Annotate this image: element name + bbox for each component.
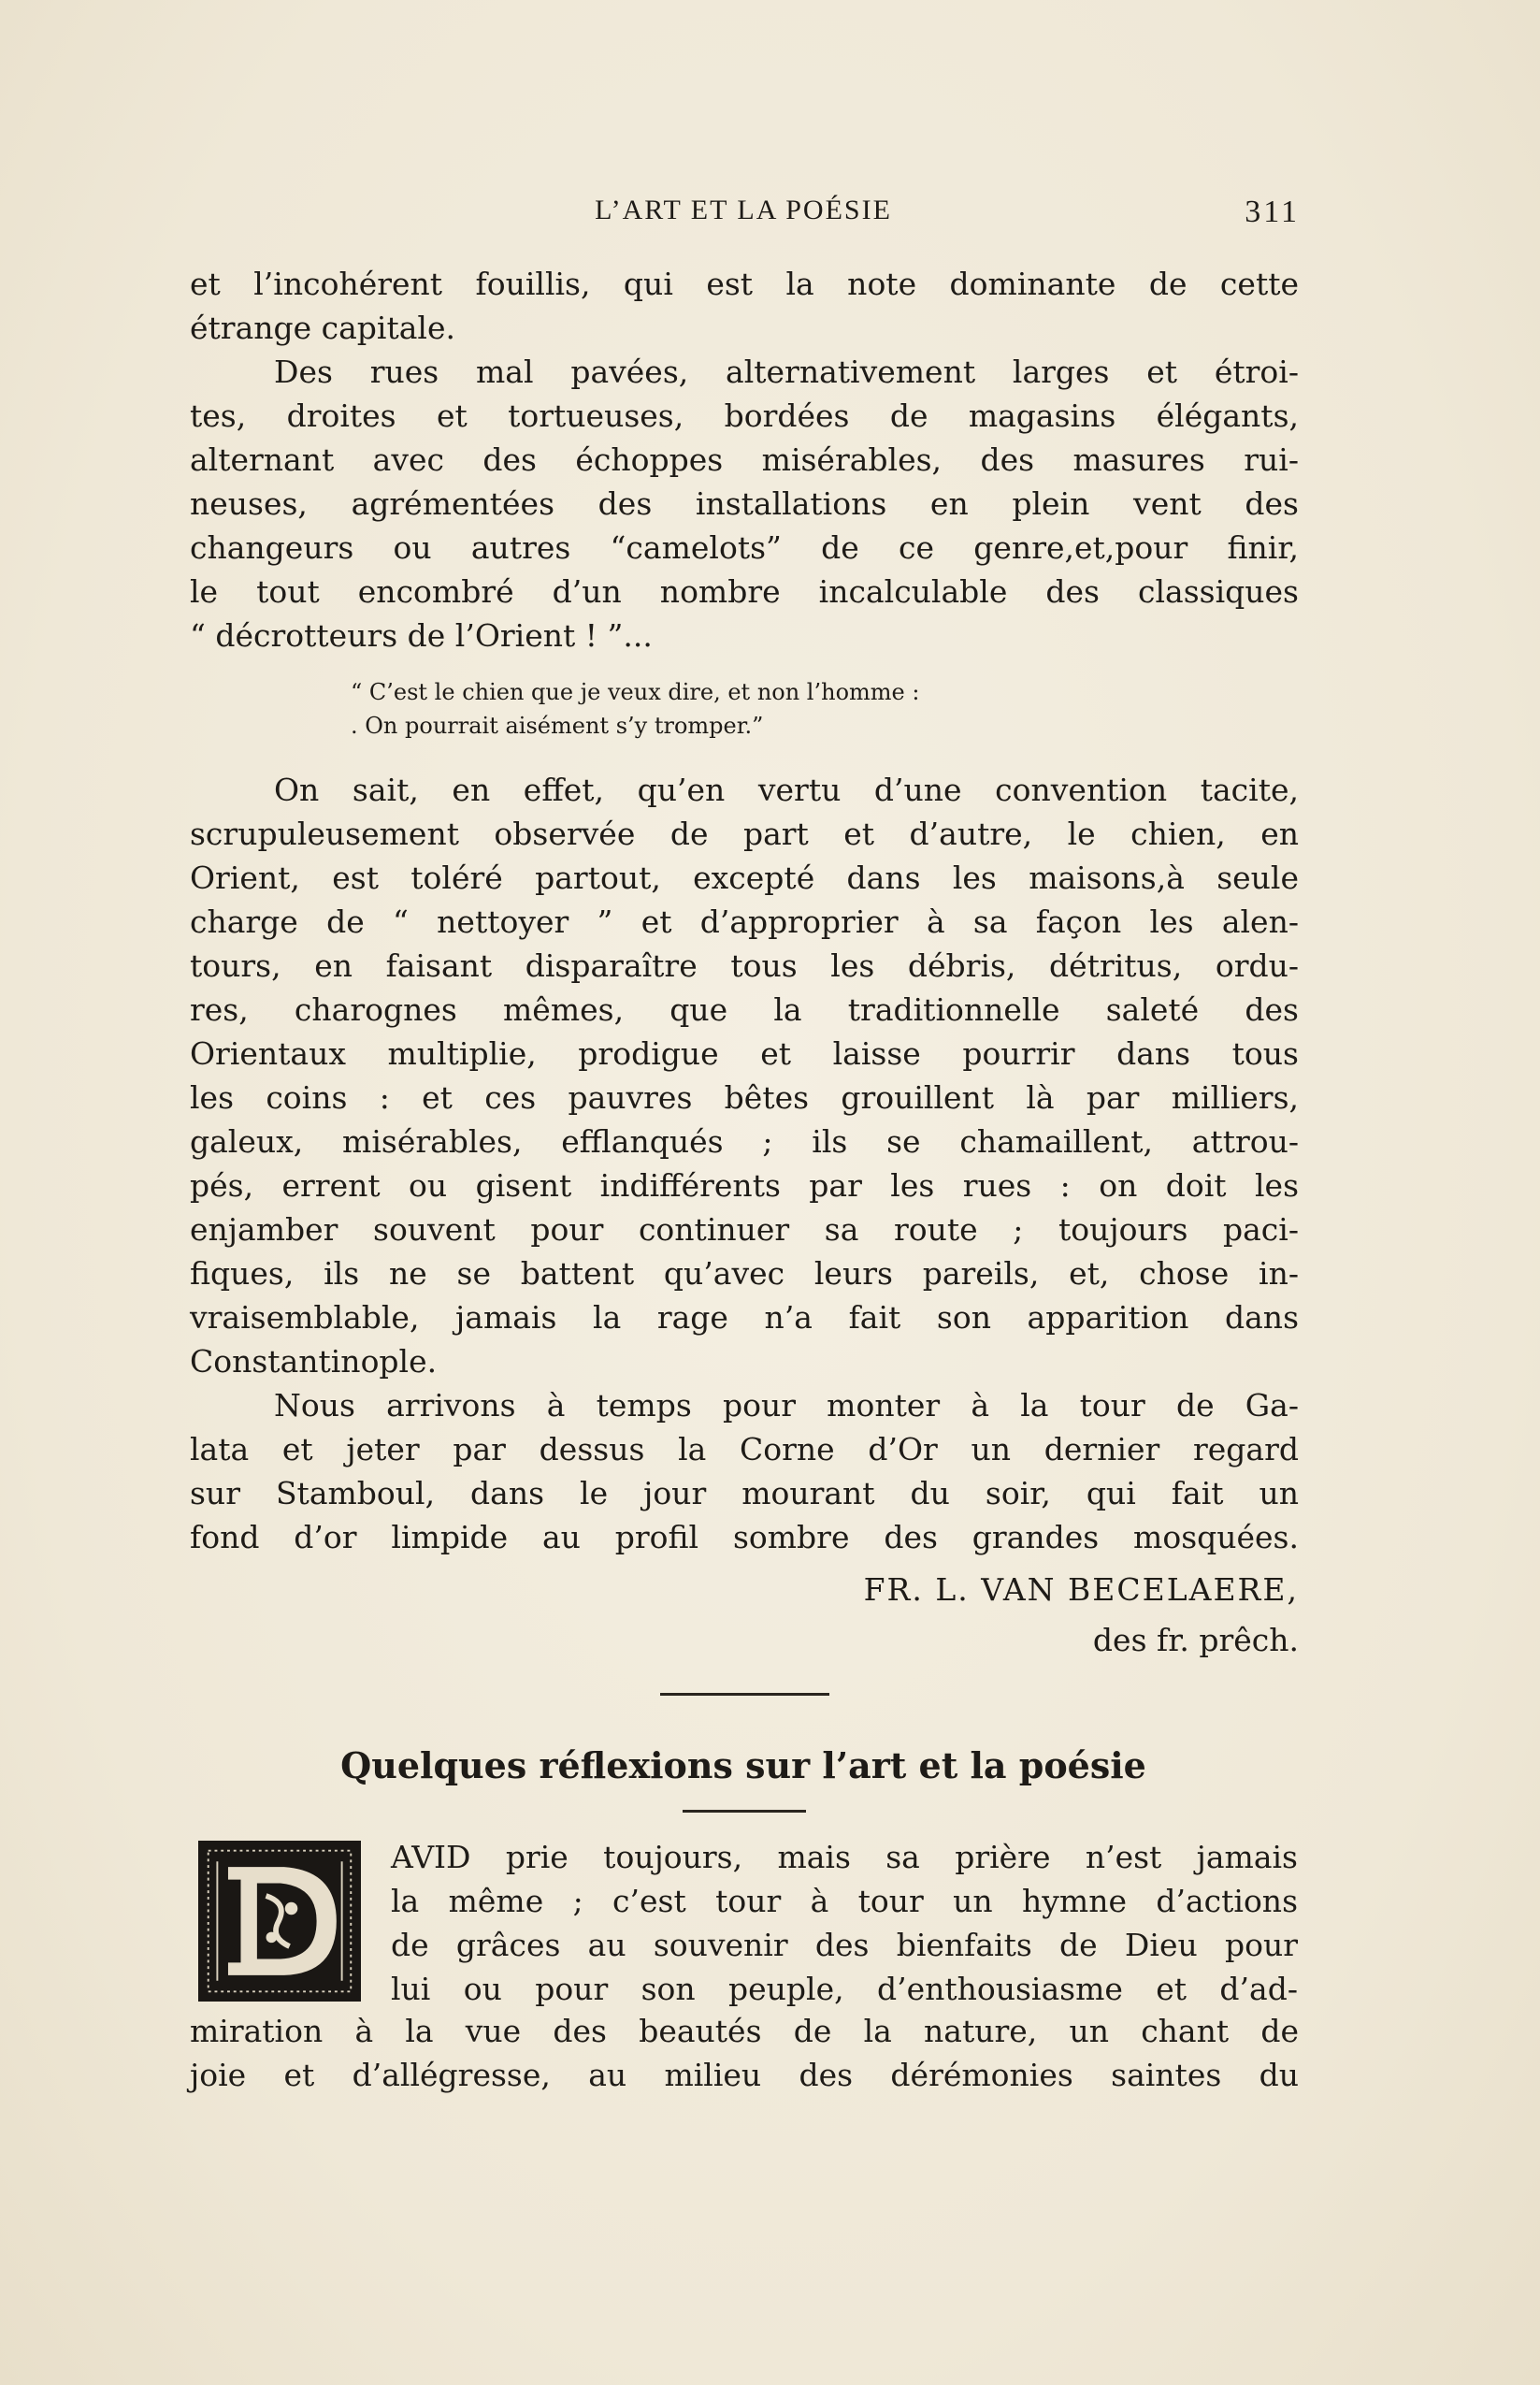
text-line: Orient, est toléré partout, excepté dans les maisons,à seule (190, 860, 1299, 896)
text-line: Des rues mal pavées, alternativement larges et étroi- (274, 354, 1299, 390)
paragraph-david-continued (190, 2009, 1299, 2097)
verse-quotation (351, 675, 1192, 743)
text-line: et l’incohérent fouillis, qui est la note dominante de cette (190, 266, 1299, 302)
verse-line: . On pourrait aisément s’y tromper.” (351, 713, 764, 739)
ornamental-initial-d-icon (201, 1843, 358, 1999)
text-line: la même ; c’est tour à tour un hymne d’actions (391, 1883, 1298, 1919)
title-underline (683, 1810, 806, 1813)
text-line: “ décrotteurs de l’Orient ! ”... (190, 617, 653, 654)
text-line: vraisemblable, jamais la rage n’a fait son apparition dans (190, 1299, 1299, 1336)
verse-line: “ C’est le chien que je veux dire, et non l’homme : (351, 679, 920, 705)
paragraph-david-start (391, 1835, 1298, 2011)
text-line: galeux, misérables, efflanqués ; ils se chamaillent, attrou- (190, 1123, 1299, 1160)
paragraph-david-rest (190, 2009, 1299, 2097)
text-line: lata et jeter par dessus la Corne d’Or un dernier regard (190, 1431, 1299, 1467)
text-line: neuses, agrémentées des installations en plein vent des (190, 485, 1299, 522)
text-line: tes, droites et tortueuses, bordées de magasins élégants, (190, 398, 1299, 434)
drop-cap-lines (391, 1835, 1298, 2011)
text-line: changeurs ou autres “camelots” de ce genre,et,pour finir, (190, 529, 1299, 566)
paragraph-continuation (190, 262, 1299, 350)
text-block-top (190, 262, 1299, 658)
text-line: fond d’or limpide au profil sombre des grandes mosquées. (190, 1519, 1299, 1555)
text-line: enjamber souvent pour continuer sa route ; toujours paci- (190, 1211, 1299, 1248)
text-line: tours, en faisant disparaître tous les débris, détritus, ordu- (190, 947, 1299, 984)
paragraph-galata (190, 1383, 1299, 1559)
text-line: les coins : et ces pauvres bêtes grouillent là par milliers, (190, 1079, 1299, 1116)
text-line: joie et d’allégresse, au milieu des dérémonies saintes du (190, 2057, 1299, 2093)
section-title: Quelques réflexions sur l’art et la poésie (340, 1744, 1146, 1786)
text-line: de grâces au souvenir des bienfaits de Dieu pour (391, 1927, 1298, 1963)
text-line: pés, errent ou gisent indifférents par les rues : on doit les (190, 1167, 1299, 1204)
running-title: L’ART ET LA POÉSIE (595, 195, 892, 225)
text-line: miration à la vue des beautés de la nature, un chant de (190, 2013, 1299, 2049)
signature-order: des fr. prêch. (1092, 1622, 1299, 1658)
text-line: AVID prie toujours, mais sa prière n’est jamais (391, 1839, 1298, 1875)
text-line: Orientaux multiplie, prodigue et laisse pourrir dans tous (190, 1035, 1299, 1072)
text-line: sur Stamboul, dans le jour mourant du soir, qui fait un (190, 1475, 1299, 1511)
section-divider (660, 1693, 829, 1696)
text-line: res, charognes mêmes, que la traditionnelle saleté des (190, 991, 1299, 1028)
text-line: On sait, en effet, qu’en vertu d’une convention tacite, (274, 772, 1299, 808)
page-number: 311 (1245, 195, 1300, 229)
paragraph-streets (190, 350, 1299, 658)
drop-cap-ornament (198, 1841, 361, 2002)
text-line: étrange capitale. (190, 310, 455, 346)
signature-name: FR. L. VAN BECELAERE, (863, 1571, 1299, 1608)
text-block-dogs (190, 768, 1299, 1559)
text-line: fiques, ils ne se battent qu’avec leurs pareils, et, chose in- (190, 1255, 1299, 1292)
text-line: Nous arrivons à temps pour monter à la tour de Ga- (274, 1387, 1299, 1424)
page-header (187, 195, 1300, 232)
paragraph-dogs (190, 768, 1299, 1383)
text-line: alternant avec des échoppes misérables, des masures rui- (190, 441, 1299, 478)
text-line: scrupuleusement observée de part et d’autre, le chien, en (190, 816, 1299, 852)
text-line: lui ou pour son peuple, d’enthousiasme et d’ad- (391, 1971, 1298, 2007)
text-line: charge de “ nettoyer ” et d’approprier à sa façon les alen- (190, 903, 1299, 940)
text-line: le tout encombré d’un nombre incalculable des classiques (190, 573, 1299, 610)
text-line: Constantinople. (190, 1343, 438, 1380)
